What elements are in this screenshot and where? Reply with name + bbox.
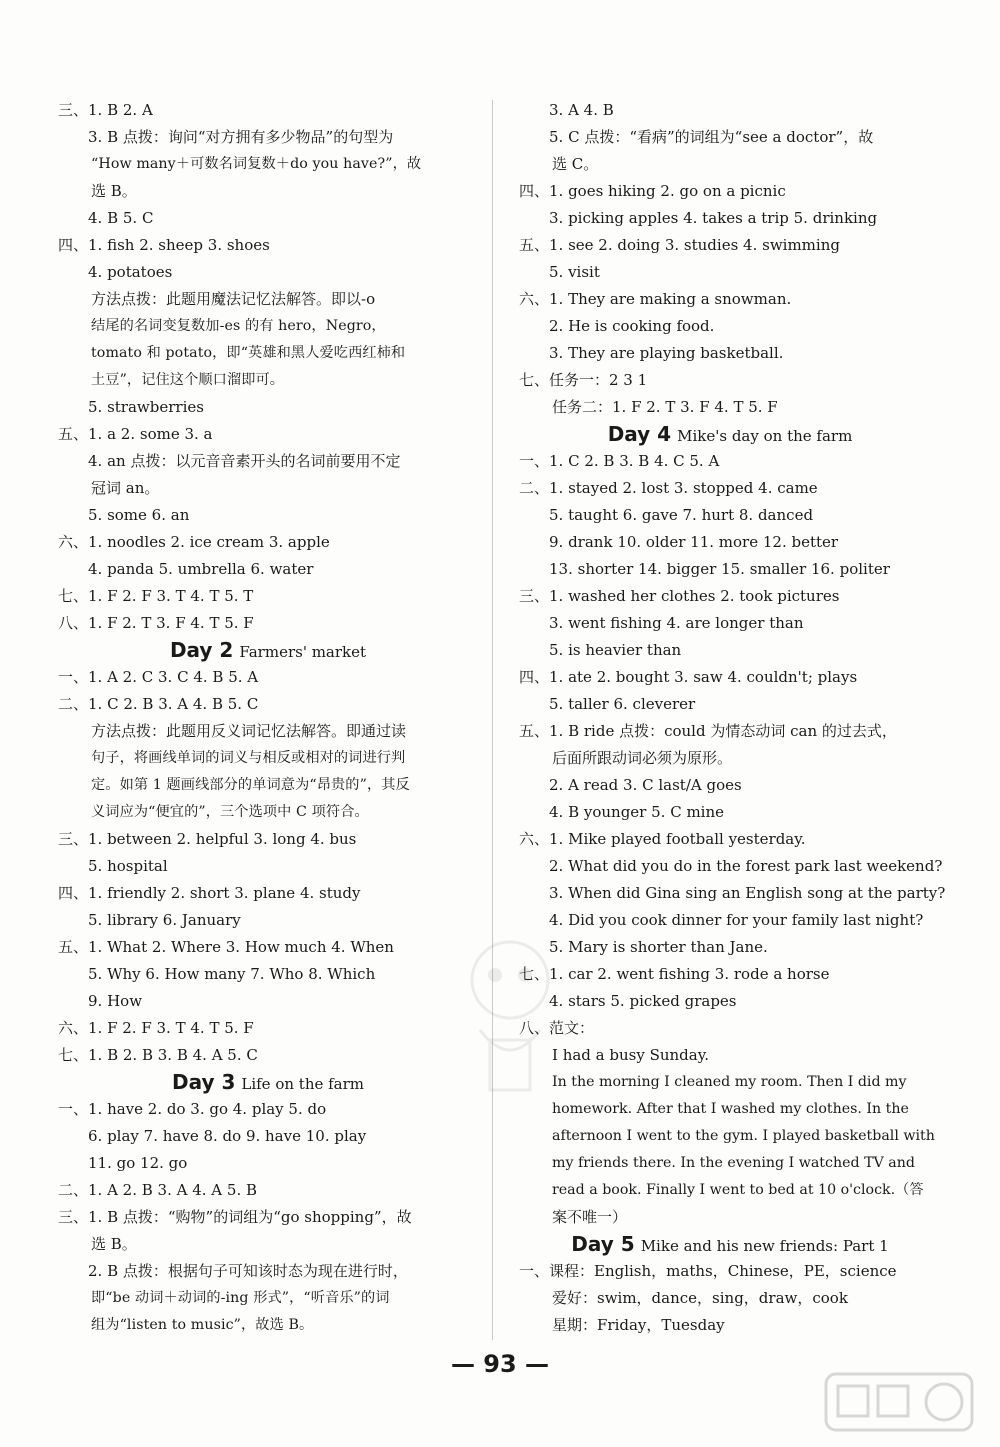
answer-line: 4. Did you cook dinner for your family last night?	[549, 911, 924, 929]
answer-line: 六、1. noodles 2. ice cream 3. apple	[58, 533, 330, 551]
answer-line: 3. When did Gina sing an English song at the party?	[549, 884, 946, 902]
answer-line: 选 C。	[552, 155, 599, 173]
answer-line: 5. is heavier than	[549, 641, 682, 659]
answer-line: 6. play 7. have 8. do 9. have 10. play	[88, 1127, 367, 1145]
answer-line: 11. go 12. go	[88, 1154, 188, 1172]
answer-line: 5. C 点拨：“看病”的词组为“see a doctor”，故	[549, 128, 874, 146]
day-title: Mike's day on the farm	[677, 427, 853, 445]
answer-line: 方法点拨：此题用魔法记忆法解答。即以-o	[91, 290, 376, 308]
answer-line: 即“be 动词＋动词的-ing 形式”，“听音乐”的词	[91, 1290, 390, 1306]
answer-line: 选 B。	[91, 182, 137, 200]
answer-line: 义词应为“便宜的”，三个选项中 C 项符合。	[91, 804, 369, 820]
answer-line: 一、1. have 2. do 3. go 4. play 5. do	[58, 1100, 327, 1118]
day-number: Day 4	[607, 422, 672, 446]
answer-line: 2. B 点拨：根据句子可知该时态为现在进行时，	[88, 1262, 408, 1280]
answer-line: 5. strawberries	[88, 398, 204, 416]
answer-line: read a book. Finally I went to bed at 10 o'clock.（答	[552, 1182, 924, 1198]
answer-line: 二、1. C 2. B 3. A 4. B 5. C	[58, 695, 259, 713]
answer-line: 5. library 6. January	[88, 911, 241, 929]
answer-line: tomato 和 potato，即“英雄和黑人爱吃西红柿和	[91, 345, 406, 361]
answer-line: 六、1. F 2. F 3. T 4. T 5. F	[58, 1019, 254, 1037]
answer-line: 结尾的名词变复数加-es 的有 hero，Negro，	[91, 318, 386, 334]
faint-mascot-illustration	[420, 920, 600, 1120]
answer-line: I had a busy Sunday.	[552, 1046, 709, 1064]
answer-line: 五、1. see 2. doing 3. studies 4. swimming	[519, 236, 840, 254]
answer-line: 四、1. goes hiking 2. go on a picnic	[519, 182, 786, 200]
answer-line: 5. Why 6. How many 7. Who 8. Which	[88, 965, 376, 983]
day-heading	[519, 1231, 941, 1258]
day-title: Life on the farm	[241, 1075, 365, 1093]
answer-line: 2. A read 3. C last/A goes	[549, 776, 742, 794]
answer-line: 五、1. What 2. Where 3. How much 4. When	[58, 938, 394, 956]
answer-line: 13. shorter 14. bigger 15. smaller 16. politer	[549, 560, 890, 578]
answer-line: 土豆”，记住这个顺口溜即可。	[91, 372, 285, 388]
left-column	[58, 97, 478, 1339]
answer-line: 5. visit	[549, 263, 600, 281]
answer-line: 八、1. F 2. T 3. F 4. T 5. F	[58, 614, 254, 632]
answer-line: 2. What did you do in the forest park last weekend?	[549, 857, 943, 875]
answer-line: 组为“listen to music”，故选 B。	[91, 1317, 314, 1333]
answer-line: 四、1. friendly 2. short 3. plane 4. study	[58, 884, 361, 902]
answer-line: 5. some 6. an	[88, 506, 190, 524]
answer-line: In the morning I cleaned my room. Then I did my	[552, 1074, 907, 1090]
answer-line: homework. After that I washed my clothes. In the	[552, 1101, 909, 1117]
answer-line: 4. an 点拨：以元音音素开头的名词前要用不定	[88, 452, 401, 470]
answer-line: 三、1. B 2. A	[58, 101, 153, 119]
answer-line: 2. He is cooking food.	[549, 317, 715, 335]
day-heading	[519, 421, 941, 448]
answer-line: 4. stars 5. picked grapes	[549, 992, 737, 1010]
day-heading	[58, 1069, 478, 1096]
day-heading	[58, 637, 478, 664]
answer-line: 定。如第 1 题画线部分的单词意为“昂贵的”，其反	[91, 777, 410, 793]
answer-line: 3. A 4. B	[549, 101, 614, 119]
answer-line: 冠词 an。	[91, 479, 160, 497]
answer-line: 一、1. C 2. B 3. B 4. C 5. A	[519, 452, 720, 470]
answer-line: 八、范文：	[519, 1019, 595, 1037]
answer-line: 9. drank 10. older 11. more 12. better	[549, 533, 839, 551]
day-title: Mike and his new friends: Part 1	[640, 1237, 889, 1255]
answer-line: 3. picking apples 4. takes a trip 5. drinking	[549, 209, 878, 227]
answer-line: 5. Mary is shorter than Jane.	[549, 938, 768, 956]
answer-line: 一、课程：English，maths，Chinese，PE，science	[519, 1262, 897, 1280]
answer-line: 4. B 5. C	[88, 209, 154, 227]
answer-line: 星期：Friday，Tuesday	[552, 1316, 725, 1334]
answer-line: 六、1. Mike played football yesterday.	[519, 830, 806, 848]
right-column	[519, 97, 946, 1339]
answer-line: my friends there. In the evening I watched TV and	[552, 1155, 915, 1171]
answer-line: 案不唯一）	[552, 1208, 628, 1226]
answer-line: 七、1. car 2. went fishing 3. rode a horse	[519, 965, 830, 983]
day-number: Day 2	[169, 638, 234, 662]
answer-line: 5. taller 6. cleverer	[549, 695, 696, 713]
answer-line: 9. How	[88, 992, 143, 1010]
answer-line: 二、1. stayed 2. lost 3. stopped 4. came	[519, 479, 818, 497]
answer-line: 五、1. a 2. some 3. a	[58, 425, 213, 443]
answer-line: 5. hospital	[88, 857, 168, 875]
answer-line: 3. went fishing 4. are longer than	[549, 614, 804, 632]
answer-line: 三、1. washed her clothes 2. took pictures	[519, 587, 840, 605]
answer-line: 句子，将画线单词的词义与相反或相对的词进行判	[91, 750, 406, 766]
answer-line: afternoon I went to the gym. I played basketball with	[552, 1128, 935, 1144]
answer-line: 二、1. A 2. B 3. A 4. A 5. B	[58, 1181, 258, 1199]
answer-line: 4. panda 5. umbrella 6. water	[88, 560, 314, 578]
answer-line: 方法点拨：此题用反义词记忆法解答。即通过读	[91, 722, 407, 740]
answer-line: 4. B younger 5. C mine	[549, 803, 724, 821]
answer-line: 三、1. between 2. helpful 3. long 4. bus	[58, 830, 357, 848]
day-number: Day 5	[571, 1232, 635, 1256]
answer-line: 3. They are playing basketball.	[549, 344, 784, 362]
day-number: Day 3	[171, 1070, 236, 1094]
answer-line: “How many＋可数名词复数＋do you have?”，故	[91, 156, 422, 172]
answer-line: 七、1. B 2. B 3. B 4. A 5. C	[58, 1046, 258, 1064]
answer-line: 七、任务一：2 3 1	[519, 371, 648, 389]
answer-line: 六、1. They are making a snowman.	[519, 290, 792, 308]
answer-line: 七、1. F 2. F 3. T 4. T 5. T	[58, 587, 254, 605]
answer-line: 后面所跟动词必须为原形。	[552, 749, 733, 767]
page-number: — 93 —	[450, 1350, 550, 1378]
answer-line: 三、1. B 点拨：“购物”的词组为“go shopping”，故	[58, 1208, 412, 1226]
answer-line: 一、1. A 2. C 3. C 4. B 5. A	[58, 668, 259, 686]
column-divider	[492, 100, 493, 1340]
day-title: Farmers' market	[239, 643, 367, 661]
answer-line: 选 B。	[91, 1235, 137, 1253]
answer-line: 任务二：1. F 2. T 3. F 4. T 5. F	[552, 398, 778, 416]
answer-line: 四、1. ate 2. bought 3. saw 4. couldn't; plays	[519, 668, 858, 686]
answer-line: 四、1. fish 2. sheep 3. shoes	[58, 236, 270, 254]
answer-line: 3. B 点拨：询问“对方拥有多少物品”的句型为	[88, 128, 394, 146]
answer-line: 爱好：swim，dance，sing，draw，cook	[552, 1289, 848, 1307]
answer-line: 5. taught 6. gave 7. hurt 8. danced	[549, 506, 814, 524]
watermark-logo	[824, 1372, 974, 1432]
answer-line: 4. potatoes	[88, 263, 173, 281]
answer-line: 五、1. B ride 点拨：could 为情态动词 can 的过去式，	[519, 722, 897, 740]
